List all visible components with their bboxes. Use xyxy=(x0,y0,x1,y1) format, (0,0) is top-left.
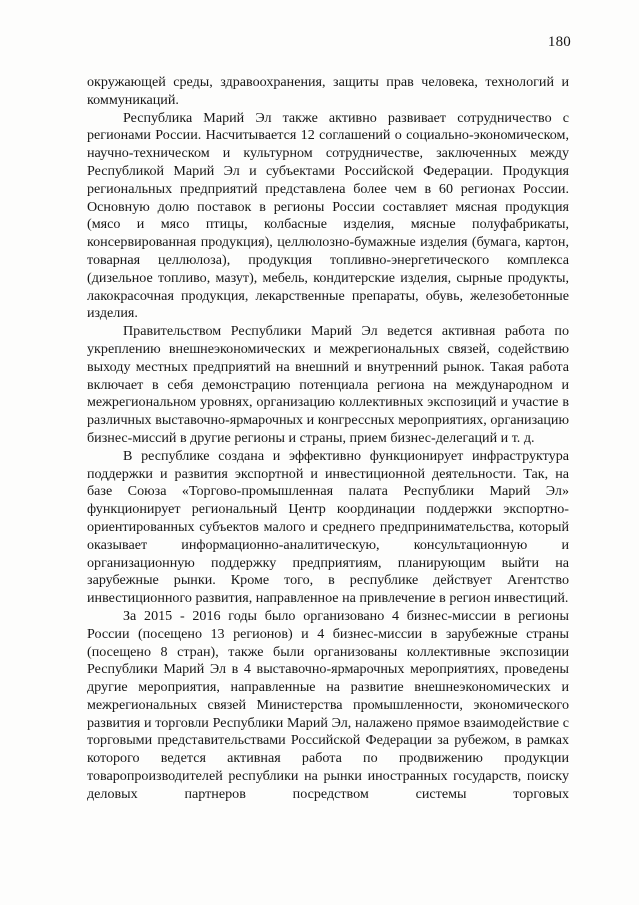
paragraph-government-work: Правительством Республики Марий Эл ведется активная работа по укреплению внешнеэкономических и межрегиональных связей, содействию выходу местных предприятий на внешний и внутренний рынок. Такая работа включает в себя демонстрацию потенциала региона на международном и межрегиональном уровнях, организацию коллективных экспозиций и участие в различных выставочно-ярмарочных и конгрессных мероприятиях, организацию бизнес-миссий в другие регионы и страны, прием бизнес-делегаций и т. д. xyxy=(87,323,569,446)
body-text xyxy=(87,74,569,804)
paragraph-export-infrastructure: В республике создана и эффективно функционирует инфраструктура поддержки и развития экспортной и инвестиционной деятельности. Так, на базе Союза «Торгово-промышленная палата Республики Марий Эл» функционирует региональный Центр координации поддержки экспортно-ориентированных субъектов малого и среднего предпринимательства, который оказывает информационно-аналитическую, консультационную и организационную поддержку предприятиям, планирующим выйти на зарубежные рынки. Кроме того, в республике действует Агентство инвестиционного развития, направленное на привлечение в регион инвестиций. xyxy=(87,447,569,607)
paragraph-continuation: окружающей среды, здравоохранения, защиты прав человека, технологий и коммуникаций. xyxy=(87,74,569,108)
page-number: 180 xyxy=(547,34,571,50)
paragraph-regional-cooperation: Республика Марий Эл также активно развивает сотрудничество с регионами России. Насчитывается 12 соглашений о социально-экономическом, научно-техническом и культурном сотрудничестве, заключенных между Республикой Марий Эл и субъектами Российской Федерации. Продукция региональных предприятий представлена более чем в 60 регионах России. Основную долю поставок в регионы России составляет мясная продукция (мясо и мясо птицы, колбасные изделия, мясные полуфабрикаты, консервированная продукция), целлюлозно-бумажные изделия (бумага, картон, товарная целлюлоза), продукция топливно-энергетического комплекса (дизельное топливо, мазут), мебель, кондитерские изделия, сырные продукты, лакокрасочная продукция, лекарственные препараты, обувь, железобетонные изделия. xyxy=(87,109,569,322)
paragraph-business-missions: За 2015 - 2016 годы было организовано 4 бизнес-миссии в регионы России (посещено 13 регионов) и 4 бизнес-миссии в зарубежные страны (посещено 8 стран), также были организованы коллективные экспозиции Республики Марий Эл в 4 выставочно-ярмарочных мероприятиях, проведены другие мероприятия, направленные на развитие внешнеэкономических и межрегиональных связей Министерства промышленности, экономического развития и торговли Республики Марий Эл, налажено прямое взаимодействие с торговыми представительствами Российской Федерации за рубежом, в рамках которого ведется активная работа по продвижению продукции товаропроизводителей республики на рынки иностранных государств, поиску деловых партнеров посредством системы торговых xyxy=(87,607,569,802)
